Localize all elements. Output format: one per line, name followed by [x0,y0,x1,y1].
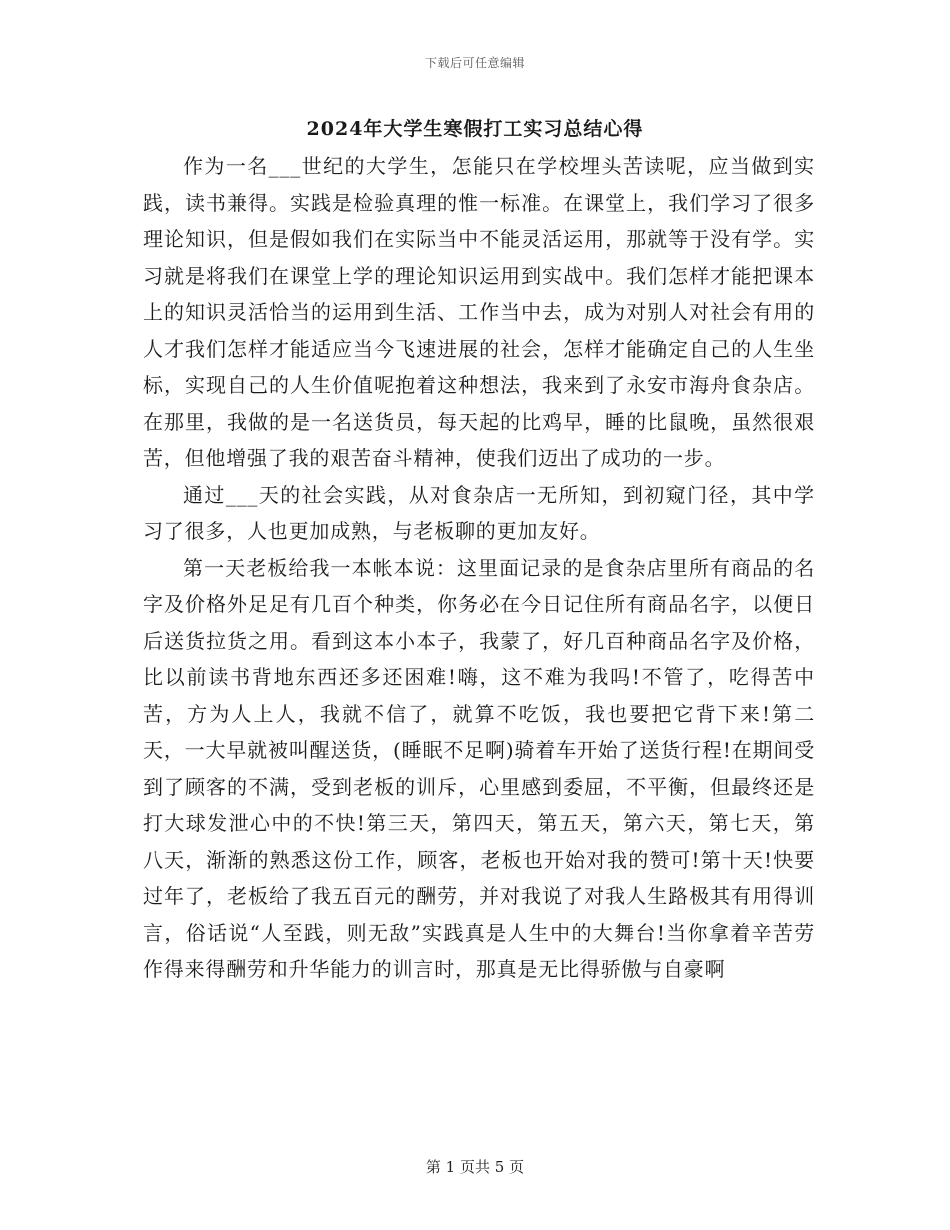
document-title: 2024年大学生寒假打工实习总结心得 [306,118,644,140]
document-body [143,148,815,988]
paragraph: 通过___天的社会实践，从对食杂店一无所知，到初窥门径，其中学习了很多，人也更加成熟，与老板聊的更加友好。 [143,482,815,543]
paragraph: 作为一名___世纪的大学生，怎能只在学校埋头苦读呢，应当做到实践，读书兼得。实践是检验真理的惟一标准。在课堂上，我们学习了很多理论知识，但是假如我们在实际当中不能灵活运用，那就等于没有学。实习就是将我们在课堂上学的理论知识运用到实战中。我们怎样才能把课本上的知识灵活恰当的运用到生活、工作当中去，成为对别人对社会有用的人才我们怎样才能适应当今飞速进展的社会，怎样才能确定自己的人生坐标，实现自己的人生价值呢抱着这种想法，我来到了永安市海舟食杂店。在那里，我做的是一名送货员，每天起的比鸡早，睡的比鼠晚，虽然很艰苦，但他增强了我的艰苦奋斗精神，使我们迈出了成功的一步。 [143,154,815,470]
page-number: 第 1 页共 5 页 [425,1158,525,1176]
download-note: 下载后可任意编辑 [424,56,525,70]
paragraph: 第一天老板给我一本帐本说：这里面记录的是食杂店里所有商品的名字及价格外足足有几百个种类，你务必在今日记住所有商品名字，以便日后送货拉货之用。看到这本小本子，我蒙了，好几百种商品名字及价格，比以前读书背地东西还多还困难!嗨，这不难为我吗!不管了，吃得苦中苦，方为人上人，我就不信了，就算不吃饭，我也要把它背下来!第二天，一大早就被叫醒送货，(睡眠不足啊)骑着车开始了送货行程!在期间受到了顾客的不满，受到老板的训斥，心里感到委屈，不平衡，但最终还是打大球发泄心中的不快!第三天，第四天，第五天，第六天，第七天，第八天，渐渐的熟悉这份工作，顾客，老板也开始对我的赞可!第十天!快要过年了，老板给了我五百元的酬劳，并对我说了对我人生路极其有用得训言，俗话说“人至践，则无敌”实践真是人生中的大舞台!当你拿着辛苦劳作得来得酬劳和升华能力的训言时，那真是无比得骄傲与自豪啊 [143,555,815,981]
